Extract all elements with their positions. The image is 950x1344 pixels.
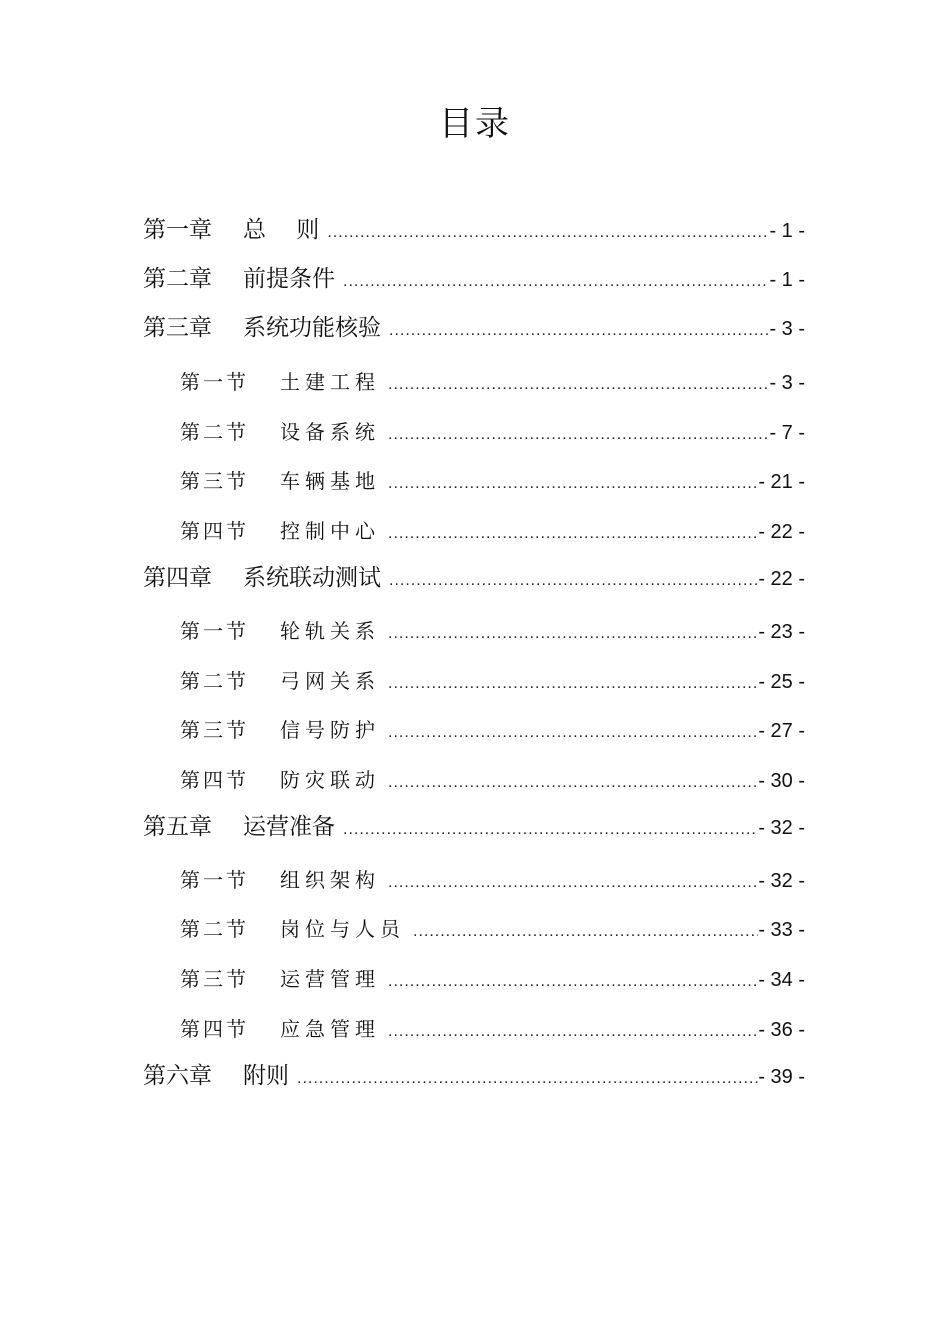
toc-page-number: - 25 - bbox=[758, 671, 805, 693]
toc-entry-label: 第四章 bbox=[143, 565, 212, 591]
toc-entry-label: 第一章 bbox=[143, 217, 212, 243]
toc-entry-label: 第二节 bbox=[180, 669, 249, 693]
toc-entry-label: 第六章 bbox=[143, 1063, 212, 1089]
toc-entry-title: 车辆基地 bbox=[280, 469, 380, 493]
toc-page-number: - 34 - bbox=[758, 969, 805, 991]
toc-entry-title: 岗位与人员 bbox=[280, 917, 405, 941]
toc-entry-label: 第四节 bbox=[180, 519, 249, 543]
toc-entry[interactable] bbox=[180, 765, 805, 795]
toc-dot-leader bbox=[409, 917, 758, 947]
toc-dot-leader bbox=[339, 813, 758, 847]
toc-page-number: - 3 - bbox=[769, 318, 805, 340]
toc-page-number: - 3 - bbox=[769, 372, 805, 394]
toc-entry-label: 第一节 bbox=[180, 868, 249, 892]
toc-entry-label: 第一节 bbox=[180, 619, 249, 643]
toc-entry[interactable] bbox=[180, 1014, 805, 1044]
toc-entry[interactable] bbox=[180, 417, 805, 447]
toc-dot-leader bbox=[384, 519, 758, 549]
toc-entry[interactable] bbox=[180, 466, 805, 496]
toc-entry-title: 信号防护 bbox=[280, 718, 380, 742]
toc-page-number: - 36 - bbox=[758, 1019, 805, 1041]
toc-dot-leader bbox=[384, 469, 758, 499]
toc-entry[interactable] bbox=[180, 914, 805, 944]
toc-dot-leader bbox=[384, 718, 758, 748]
toc-page-number: - 32 - bbox=[758, 870, 805, 892]
toc-entry-title: 总 则 bbox=[243, 217, 320, 243]
toc-page-number: - 33 - bbox=[758, 919, 805, 941]
toc-entry-label: 第三节 bbox=[180, 718, 249, 742]
toc-entry-title: 防灾联动 bbox=[280, 768, 380, 792]
toc-page-number: - 21 - bbox=[758, 471, 805, 493]
toc-entry-title: 弓网关系 bbox=[280, 669, 380, 693]
toc-entry-label: 第一节 bbox=[180, 370, 249, 394]
toc-page-number: - 7 - bbox=[769, 422, 805, 444]
toc-dot-leader bbox=[384, 768, 758, 798]
toc-entry-label: 第二节 bbox=[180, 420, 249, 444]
toc-entry[interactable] bbox=[143, 1059, 805, 1093]
toc-entry-title: 控制中心 bbox=[280, 519, 380, 543]
toc-dot-leader bbox=[384, 1017, 758, 1047]
toc-dot-leader bbox=[384, 420, 769, 450]
toc-entry-title: 设备系统 bbox=[280, 420, 380, 444]
toc-entry-label: 第三章 bbox=[143, 315, 212, 341]
toc-page-number: - 27 - bbox=[758, 720, 805, 742]
toc-entry[interactable] bbox=[180, 865, 805, 895]
toc-entry-title: 系统功能核验 bbox=[243, 315, 381, 341]
toc-entry-label: 第五章 bbox=[143, 814, 212, 840]
toc-entry-title: 轮轨关系 bbox=[280, 619, 380, 643]
toc-entry-label: 第四节 bbox=[180, 768, 249, 792]
toc-entry-title: 组织架构 bbox=[280, 868, 380, 892]
toc-entry-label: 第四节 bbox=[180, 1017, 249, 1041]
toc-entry[interactable] bbox=[180, 516, 805, 546]
toc-page-number: - 30 - bbox=[758, 770, 805, 792]
toc-entry[interactable] bbox=[180, 666, 805, 696]
toc-entry[interactable] bbox=[180, 367, 805, 397]
toc-page-number: - 39 - bbox=[758, 1066, 805, 1088]
toc-entry-title: 运营管理 bbox=[280, 967, 380, 991]
toc-dot-leader bbox=[384, 619, 758, 649]
toc-entry[interactable] bbox=[143, 262, 805, 296]
page-title: 目录 bbox=[439, 104, 511, 144]
toc-entry-title: 系统联动测试 bbox=[243, 565, 381, 591]
toc-dot-leader bbox=[323, 216, 769, 250]
toc-page-number: - 32 - bbox=[758, 817, 805, 839]
toc-entry[interactable] bbox=[143, 561, 805, 595]
toc-page-number: - 1 - bbox=[769, 220, 805, 242]
toc-entry[interactable] bbox=[143, 213, 805, 247]
toc-dot-leader bbox=[385, 314, 769, 348]
toc-dot-leader bbox=[384, 669, 758, 699]
toc-entry[interactable] bbox=[180, 964, 805, 994]
toc-entry[interactable] bbox=[180, 715, 805, 745]
toc-page-number: - 1 - bbox=[769, 269, 805, 291]
toc-entry-title: 附则 bbox=[243, 1063, 289, 1089]
toc-entry[interactable] bbox=[143, 810, 805, 844]
toc-dot-leader bbox=[339, 265, 769, 299]
toc-page-number: - 23 - bbox=[758, 621, 805, 643]
toc-entry[interactable] bbox=[180, 616, 805, 646]
toc-entry-label: 第三节 bbox=[180, 469, 249, 493]
toc-entry-title: 运营准备 bbox=[243, 814, 335, 840]
toc-entry-title: 土建工程 bbox=[280, 370, 380, 394]
toc-entry[interactable] bbox=[143, 311, 805, 345]
toc-entry-label: 第二章 bbox=[143, 266, 212, 292]
toc-entry-label: 第二节 bbox=[180, 917, 249, 941]
toc-page-number: - 22 - bbox=[758, 568, 805, 590]
toc-entry-title: 前提条件 bbox=[243, 266, 335, 292]
toc-entry-title: 应急管理 bbox=[280, 1017, 380, 1041]
toc-dot-leader bbox=[293, 1062, 758, 1096]
toc-entry-label: 第三节 bbox=[180, 967, 249, 991]
toc-dot-leader bbox=[384, 967, 758, 997]
toc-page-number: - 22 - bbox=[758, 521, 805, 543]
toc-dot-leader bbox=[385, 564, 758, 598]
toc-dot-leader bbox=[384, 370, 769, 400]
toc-dot-leader bbox=[384, 868, 758, 898]
